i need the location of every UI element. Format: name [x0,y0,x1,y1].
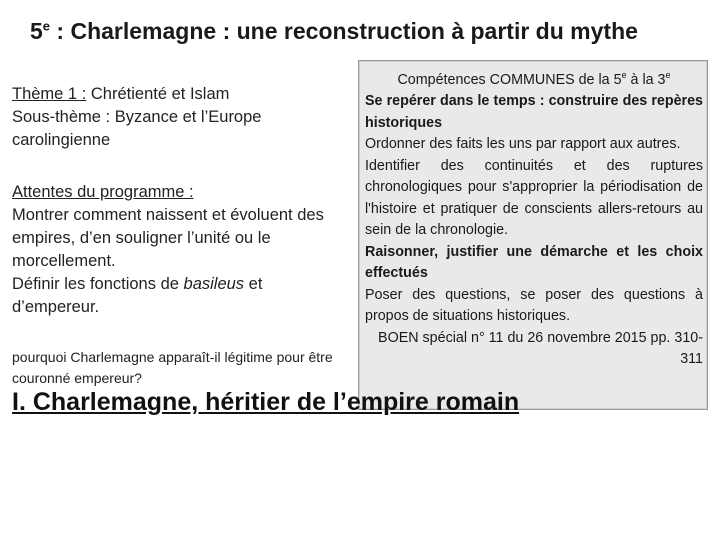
competences-box [358,60,708,410]
attentes-block [12,181,342,319]
attentes-line1: Montrer comment naissent et évoluent des empires, d’en souligner l’unité ou le morcellement. [12,206,324,270]
theme-label: Thème 1 : [12,85,87,103]
attentes-line2: Définir les fonctions de basileus et d’empereur. [12,275,263,316]
slide-title: 5e : Charlemagne : une reconstruction à partir du mythe [30,18,638,44]
section-title: I. Charlemagne, héritier de l’empire romain [12,388,520,416]
attentes-label: Attentes du programme : [12,183,194,201]
competence-1-item-1: Ordonner des faits les uns par rapport aux autres. [365,136,681,153]
theme-block [12,83,342,152]
competence-2-title: Raisonner, justifier une démarche et les choix effectués [365,243,703,282]
competence-1-item-2: Identifier des continuités et des ruptures chronologiques pour s'approprier la périodisation de l'histoire et pratiquer de conscients allers-retours au sein de la chronologie. [365,157,703,239]
competence-2-item-1: Poser des questions, se poser des questions à propos de situations historiques. [365,286,703,325]
competence-1-title: Se repérer dans le temps : construire des repères historiques [365,93,703,131]
source-reference: BOEN spécial n° 11 du 26 novembre 2015 pp. 310-311 [378,329,703,368]
competences-heading: Compétences COMMUNES de la 5e à la 3e [397,70,671,88]
theme-value: Chrétienté et Islam [86,85,230,103]
subtheme: Sous-thème : Byzance et l’Europe carolingienne [12,108,262,149]
problematique: pourquoi Charlemagne apparaît-il légitime pour être couronné empereur? [12,349,333,386]
